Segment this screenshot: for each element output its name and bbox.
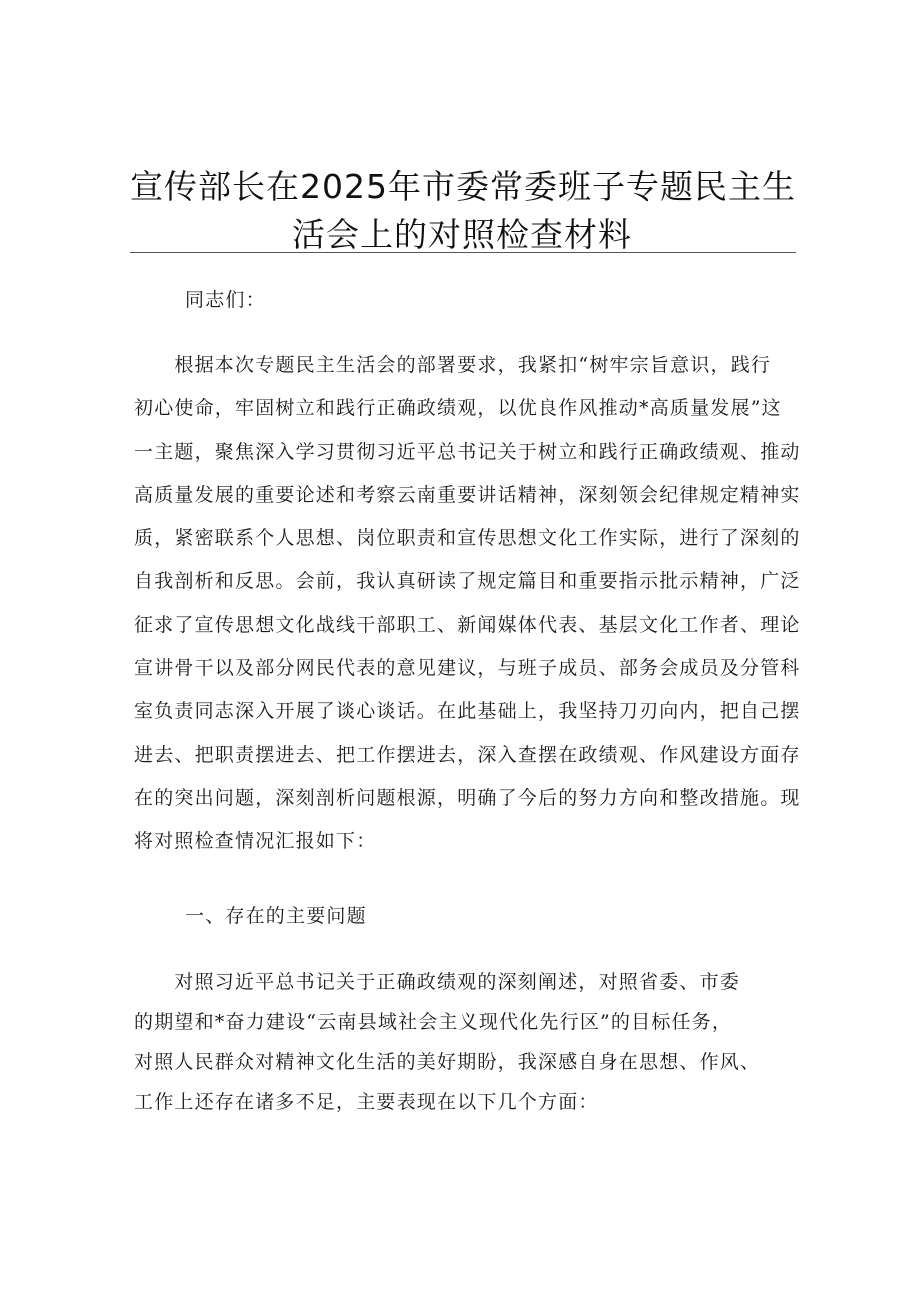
intro-line: 自我剖析和反思。会前，我认真研读了规定篇目和重要指示批示精神，广泛 xyxy=(134,570,801,593)
intro-line: 质，紧密联系个人思想、岗位职责和宣传思想文化工作实际，进行了深刻的 xyxy=(134,527,801,550)
intro-line: 初心使命，牢固树立和践行正确政绩观，以优良作风推动*高质量发展”这 xyxy=(134,397,782,420)
intro-line: 宣讲骨干以及部分网民代表的意见建议，与班子成员、部务会成员及分管科 xyxy=(134,657,801,680)
intro-line: 征求了宣传思想文化战线干部职工、新闻媒体代表、基层文化工作者、理论 xyxy=(134,613,801,636)
problems-line: 工作上还存在诸多不足，主要表现在以下几个方面： xyxy=(134,1091,599,1113)
intro-line: 进去、把职责摆进去、把工作摆进去，深入查摆在政绩观、作风建设方面存 xyxy=(134,743,801,766)
intro-paragraph xyxy=(134,344,801,864)
title-line-2: 活会上的对照检查材料 xyxy=(292,215,632,254)
intro-line: 根据本次专题民主生活会的部署要求，我紧扣“树牢宗旨意识，践行 xyxy=(134,354,772,376)
problems-line: 对照人民群众对精神文化生活的美好期盼，我深感自身在思想、作风、 xyxy=(134,1051,761,1073)
intro-line: 一主题，聚焦深入学习贯彻习近平总书记关于树立和践行正确政绩观、推动 xyxy=(134,440,801,463)
title-underline xyxy=(130,252,796,253)
intro-line: 将对照检查情况汇报如下： xyxy=(134,830,377,853)
problems-line: 的期望和*奋力建设“云南县域社会主义现代化先行区”的目标任务， xyxy=(134,1011,733,1033)
problems-paragraph xyxy=(134,962,798,1122)
section-heading: 一、存在的主要问题 xyxy=(185,905,367,927)
salutation: 同志们： xyxy=(185,289,266,311)
document-title xyxy=(130,163,794,259)
problems-line: 对照习近平总书记关于正确政绩观的深刻阐述，对照省委、市委 xyxy=(134,971,741,993)
title-line-1: 宣传部长在2025年市委常委班子专题民主生 xyxy=(130,167,796,206)
intro-line: 高质量发展的重要论述和考察云南重要讲话精神，深刻领会纪律规定精神实 xyxy=(134,483,801,506)
intro-line: 室负责同志深入开展了谈心谈话。在此基础上，我坚持刀刃向内，把自己摆 xyxy=(134,700,801,723)
intro-line: 在的突出问题，深刻剖析问题根源，明确了今后的努力方向和整改措施。现 xyxy=(134,786,801,809)
